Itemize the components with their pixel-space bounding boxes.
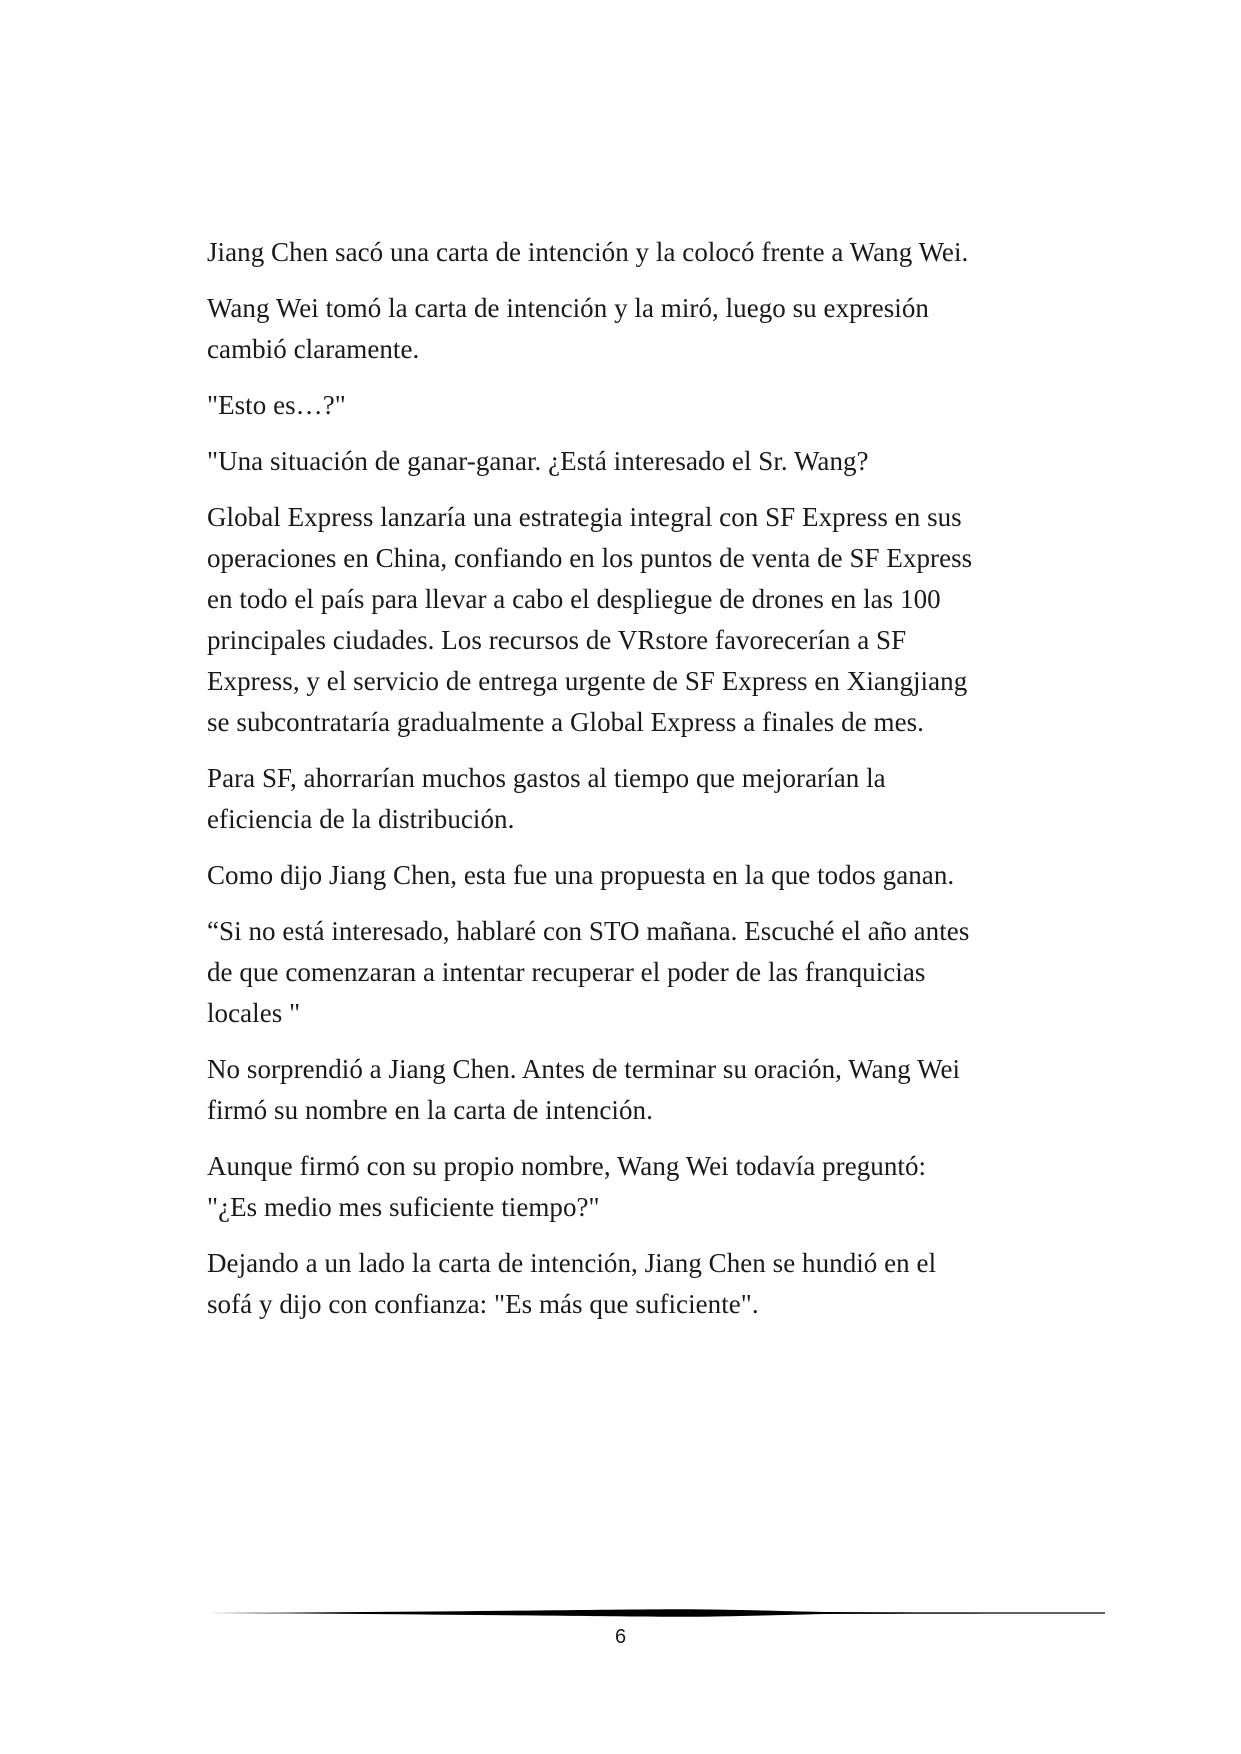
- paragraph: Global Express lanzaría una estrategia integral con SF Express en sus operaciones en China, confiando en los puntos de venta de SF Express en todo el país para llevar a cabo el despliegue de drones en las 100 principales ciudades. Los recursos de VRstore favorecerían a SF Express, y el servicio de entrega urgente de SF Express en Xiangjiang se subcontrataría gradualmente a Global Express a finales de mes.: [207, 502, 973, 737]
- page-number: 6: [614, 1626, 627, 1648]
- paragraph: Wang Wei tomó la carta de intención y la miró, luego su expresión cambió claramente.: [207, 293, 929, 364]
- paragraph: Jiang Chen sacó una carta de intención y la colocó frente a Wang Wei.: [207, 237, 969, 267]
- paragraph: Como dijo Jiang Chen, esta fue una propuesta en la que todos ganan.: [207, 860, 955, 890]
- paragraph: Para SF, ahorrarían muchos gastos al tiempo que mejorarían la eficiencia de la distribución.: [207, 763, 886, 834]
- paragraph: Dejando a un lado la carta de intención, Jiang Chen se hundió en el sofá y dijo con confianza: "Es más que suficiente".: [207, 1248, 937, 1319]
- paragraph: No sorprendió a Jiang Chen. Antes de terminar su oración, Wang Wei firmó su nombre en la carta de intención.: [207, 1054, 961, 1125]
- paragraph: Aunque firmó con su propio nombre, Wang Wei todavía preguntó: "¿Es medio mes suficiente tiempo?": [207, 1151, 927, 1222]
- footer-divider: [207, 1606, 1105, 1620]
- paragraph: "Una situación de ganar-ganar. ¿Está interesado el Sr. Wang?: [207, 446, 869, 476]
- body-text: [207, 232, 1077, 1340]
- paragraph: "Esto es…?": [207, 390, 346, 420]
- paragraph: “Si no está interesado, hablaré con STO mañana. Escuché el año antes de que comenzaran a intentar recuperar el poder de las franquicias locales ": [207, 916, 970, 1028]
